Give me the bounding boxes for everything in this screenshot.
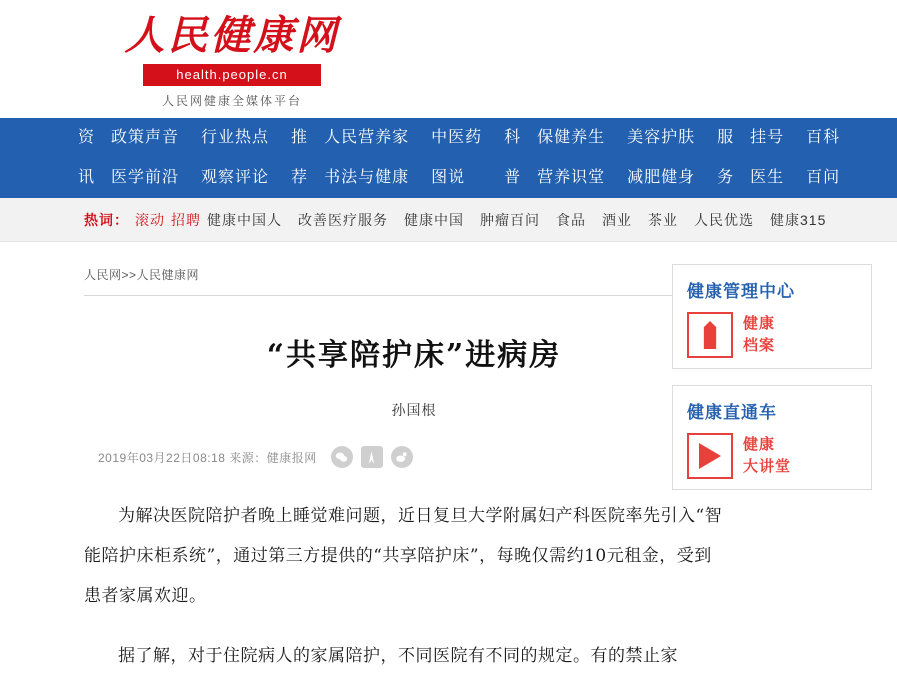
nav-item-baike[interactable]: 百科 bbox=[806, 129, 841, 146]
nav-item-yingyangshitang[interactable]: 营养识堂 bbox=[537, 169, 606, 186]
hot-word-jiankangzhongguo[interactable]: 健康中国 bbox=[404, 211, 464, 228]
nav-item-yisheng[interactable]: 医生 bbox=[750, 169, 785, 186]
nav-column-zixun bbox=[78, 118, 95, 198]
nav-item-pu[interactable]: 普 bbox=[504, 169, 522, 186]
sidebar-card-body-health-management bbox=[673, 312, 871, 358]
nav-item-xun[interactable]: 讯 bbox=[78, 169, 96, 186]
hot-word-chaye[interactable]: 茶业 bbox=[648, 211, 678, 228]
nav-item-zhongyiyao[interactable]: 中医药 bbox=[431, 129, 483, 146]
nav-item-zhengcceshengyin[interactable]: 政策声音 bbox=[111, 129, 180, 146]
hot-word-gundong[interactable]: 滚动 bbox=[135, 211, 165, 228]
nav-column-appointment bbox=[750, 118, 784, 198]
hot-word-zhaopin[interactable]: 招聘 bbox=[171, 211, 201, 228]
nav-item-wu[interactable]: 务 bbox=[717, 169, 735, 186]
sidebar-card-label-health-management bbox=[743, 313, 775, 357]
nav-item-meironghufu[interactable]: 美容护肤 bbox=[627, 129, 696, 146]
renren-icon[interactable] bbox=[361, 446, 383, 468]
page-title: “共享陪护床”进病房 bbox=[266, 338, 562, 373]
main-navigation bbox=[0, 118, 897, 198]
hot-word-zhongliubaiwen[interactable]: 肿瘤百问 bbox=[480, 211, 540, 228]
hot-words-bar bbox=[0, 198, 897, 242]
nav-item-yixueqianyan[interactable]: 医学前沿 bbox=[111, 169, 180, 186]
hot-word-shipin[interactable]: 食品 bbox=[556, 211, 586, 228]
nav-column-nutrition bbox=[324, 118, 409, 198]
nav-item-fu[interactable]: 服 bbox=[717, 129, 735, 146]
site-logo-text: 人民健康网 bbox=[124, 12, 340, 59]
sidebar-card-label-line2-health-express: 大讲堂 bbox=[743, 458, 792, 475]
sidebar-card-body-health-express bbox=[673, 433, 871, 479]
sidebar-card-label-line2-health-management: 档案 bbox=[743, 337, 776, 354]
share-icons bbox=[331, 446, 421, 468]
nav-column-industry bbox=[201, 118, 269, 198]
nav-column-policy bbox=[111, 118, 179, 198]
nav-column-kepu bbox=[504, 118, 521, 198]
wechat-icon[interactable] bbox=[331, 446, 353, 468]
nav-item-zi[interactable]: 资 bbox=[78, 129, 96, 146]
nav-item-baiwen[interactable]: 百问 bbox=[806, 169, 841, 186]
sidebar-card-label-line1-health-management: 健康 bbox=[743, 315, 776, 332]
hot-word-jiankang315[interactable]: 健康315 bbox=[770, 211, 827, 228]
nav-item-hangyeredian[interactable]: 行业热点 bbox=[201, 129, 270, 146]
nav-column-wellness bbox=[537, 118, 605, 198]
nav-item-jianfeijianshen[interactable]: 减肥健身 bbox=[627, 169, 696, 186]
weibo-icon[interactable] bbox=[391, 446, 413, 468]
article-paragraph-1: 为解决医院陪护者晚上睡觉难问题，近日复旦大学附属妇产科医院率先引入“智能陪护床柜系统”，通过第三方提供的“共享陪护床”，每晚仅需约10元租金，受到患者家属欢迎。 bbox=[84, 506, 723, 606]
article-meta-row bbox=[84, 446, 662, 468]
nav-column-tcm bbox=[431, 118, 482, 198]
sidebar-card-title-health-express: 健康直通车 bbox=[687, 403, 777, 422]
nav-item-shufayujiankang[interactable]: 书法与健康 bbox=[324, 169, 410, 186]
hot-word-jiuye[interactable]: 酒业 bbox=[602, 211, 632, 228]
hot-word-gaishanyiliaofuwu[interactable]: 改善医疗服务 bbox=[298, 211, 388, 228]
site-logo-tagline: 人民网健康全媒体平台 bbox=[161, 94, 302, 108]
nav-column-fuwu bbox=[717, 118, 734, 198]
sidebar-card-label-line1-health-express: 健康 bbox=[743, 436, 776, 453]
sidebar bbox=[672, 242, 897, 693]
nav-item-ke[interactable]: 科 bbox=[504, 129, 522, 146]
hot-word-renminyouxuan[interactable]: 人民优选 bbox=[694, 211, 754, 228]
play-icon bbox=[687, 433, 733, 479]
hot-word-jiankangzhongguoren[interactable]: 健康中国人 bbox=[207, 211, 282, 228]
site-logo-domain: health.people.cn bbox=[143, 64, 321, 86]
hot-words-label: 热词： bbox=[84, 211, 129, 228]
content-wrapper bbox=[0, 242, 897, 693]
nav-item-renminyingyangjia[interactable]: 人民营养家 bbox=[324, 129, 410, 146]
nav-item-guahao[interactable]: 挂号 bbox=[750, 129, 785, 146]
nav-item-tushuo[interactable]: 图说 bbox=[431, 169, 466, 186]
header-divider bbox=[84, 295, 752, 296]
sidebar-card-title-health-management: 健康管理中心 bbox=[687, 282, 795, 301]
nav-column-encyclopedia bbox=[806, 118, 840, 198]
article-column bbox=[0, 242, 723, 693]
nav-item-jian[interactable]: 荐 bbox=[291, 169, 309, 186]
nav-column-tuijian bbox=[291, 118, 308, 198]
nav-column-beauty bbox=[627, 118, 695, 198]
breadcrumb[interactable]: 人民网>>人民健康网 bbox=[84, 268, 200, 282]
site-logo[interactable] bbox=[82, 12, 382, 109]
sidebar-card-health-express[interactable] bbox=[672, 385, 872, 490]
nav-item-tui[interactable]: 推 bbox=[291, 129, 309, 146]
article-paragraph-2: 据了解，对于住院病人的家属陪护，不同医院有不同的规定。有的禁止家 bbox=[118, 646, 678, 666]
nav-item-baojianyangsheng[interactable]: 保健养生 bbox=[537, 129, 606, 146]
site-masthead bbox=[0, 0, 897, 118]
article-meta-text: 2019年03月22日08:18 来源：健康报网 bbox=[98, 450, 317, 465]
sidebar-card-health-management[interactable] bbox=[672, 264, 872, 369]
person-icon bbox=[687, 312, 733, 358]
nav-item-guanchapinglun[interactable]: 观察评论 bbox=[201, 169, 270, 186]
article-author: 孙国根 bbox=[391, 402, 437, 418]
sidebar-card-label-health-express bbox=[743, 434, 791, 478]
